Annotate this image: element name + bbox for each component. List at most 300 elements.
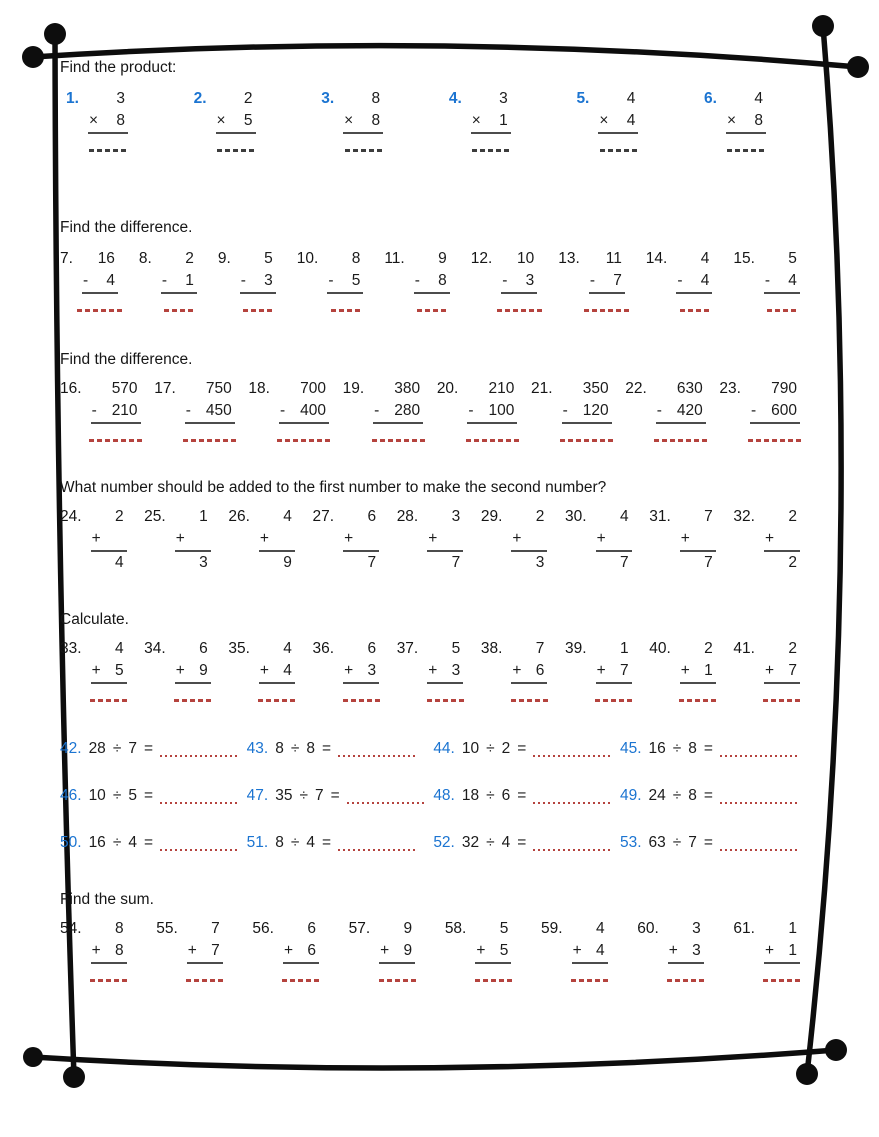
result-value: 3 (199, 554, 208, 571)
division-sign: ÷ (290, 834, 300, 851)
operand-top: 11 (605, 250, 622, 267)
problem (704, 88, 766, 152)
dividend: 16 (648, 740, 666, 757)
operand-top: 350 (582, 380, 609, 397)
problem-stack (596, 506, 632, 574)
divisor: 8 (688, 787, 697, 804)
problem (248, 378, 329, 442)
operator-row (764, 660, 800, 684)
answer-blank (347, 802, 427, 804)
operator-sign: + (680, 662, 690, 679)
problem (397, 638, 464, 702)
answer-blank (89, 439, 142, 442)
operator-sign: × (726, 112, 737, 129)
operand-bottom: 400 (300, 402, 326, 419)
problem-stack (327, 248, 363, 312)
problem (313, 638, 380, 702)
operand-top: 7 (535, 640, 545, 657)
answer-blank (345, 149, 382, 152)
problem (565, 638, 632, 702)
problem-number: 34. (144, 640, 166, 657)
problem (343, 378, 424, 442)
operator-row (91, 400, 141, 424)
divisor: 4 (306, 834, 315, 851)
problem-stack (373, 378, 423, 442)
operator-row (596, 660, 632, 684)
problem-number: 46. (60, 787, 82, 804)
problem-number: 49. (619, 787, 642, 804)
equals-sign: = (517, 834, 527, 851)
operand-top: 8 (371, 90, 381, 107)
problem-number: 42. (60, 740, 82, 757)
division-row (60, 832, 800, 854)
equals-sign: = (143, 740, 154, 757)
problem-number: 60. (637, 920, 659, 937)
operand-bottom: 6 (307, 942, 316, 959)
problem (60, 248, 118, 312)
dividend: 10 (88, 787, 106, 804)
operator-row (161, 270, 197, 294)
division-sign: ÷ (112, 834, 122, 851)
equals-sign: = (321, 740, 332, 757)
operand-top: 7 (211, 920, 220, 937)
problem (719, 378, 800, 442)
operand-bottom: 5 (114, 662, 124, 679)
section-title: Find the difference. (60, 351, 193, 368)
operator-row (750, 400, 800, 424)
division-sign: ÷ (486, 740, 495, 757)
problem-stack (680, 638, 716, 702)
operand-top: 4 (283, 508, 292, 525)
answer-blank (533, 755, 613, 757)
problem-number: 28. (396, 508, 419, 525)
operator-sign: × (599, 112, 609, 129)
problem-stack (283, 918, 319, 982)
problem-number: 12. (470, 250, 493, 267)
answer-blank (748, 439, 801, 442)
divisor: 6 (501, 787, 511, 804)
operand-top: 4 (595, 920, 605, 937)
problem-row (60, 248, 800, 312)
worksheet-page (60, 56, 800, 982)
equals-sign: = (321, 834, 332, 851)
problem-number: 31. (649, 508, 671, 525)
dividend: 28 (88, 740, 106, 757)
answer-blank (343, 699, 380, 702)
answer-blank (679, 699, 716, 702)
operand-top: 2 (788, 508, 797, 525)
operand-bottom: 3 (451, 662, 461, 679)
problem (576, 88, 638, 152)
operator-row (501, 270, 537, 294)
division-problem (247, 785, 427, 807)
divisor: 4 (128, 834, 137, 851)
answer-blank (379, 979, 416, 982)
operand-top: 5 (788, 250, 797, 267)
answer-blank (595, 699, 632, 702)
problem (558, 248, 625, 312)
operator-row (511, 528, 547, 552)
answer-blank (90, 699, 127, 702)
problem-number: 17. (154, 380, 176, 397)
problem-number: 61. (733, 920, 755, 937)
operand-bottom: 450 (205, 402, 232, 419)
problem (60, 378, 141, 442)
operand-bottom: 600 (771, 402, 797, 419)
problem (384, 248, 449, 312)
equals-sign: = (703, 740, 713, 757)
operator-sign: + (259, 530, 269, 547)
answer-blank (667, 979, 704, 982)
answer-blank (258, 699, 295, 702)
problem (66, 88, 128, 152)
problem (144, 506, 211, 574)
answer-blank (160, 755, 240, 757)
problem-number: 19. (342, 380, 365, 397)
problem-number: 45. (619, 740, 642, 757)
operator-sign: - (468, 402, 474, 419)
answer-blank (533, 849, 613, 851)
problem-stack (187, 918, 223, 982)
division-sign: ÷ (672, 787, 682, 804)
problem-number: 5. (576, 90, 590, 107)
result-value: 7 (451, 554, 461, 571)
problem (449, 88, 511, 152)
problem-number: 21. (531, 380, 553, 397)
divisor: 2 (501, 740, 511, 757)
operand-top: 1 (199, 508, 208, 525)
problem (625, 378, 706, 442)
division-sign: ÷ (486, 834, 495, 851)
operator-row (475, 940, 511, 964)
operator-sign: + (764, 530, 774, 547)
operand-bottom: 1 (788, 942, 797, 959)
operator-sign: + (668, 942, 678, 959)
operator-sign: + (572, 942, 582, 959)
operand-top: 6 (199, 640, 208, 657)
operator-row (216, 110, 256, 134)
division-problem (247, 738, 427, 760)
answer-blank (243, 309, 272, 312)
answer-blank (427, 699, 464, 702)
problem (297, 248, 364, 312)
operator-row (680, 528, 716, 552)
problem-row (60, 378, 800, 442)
operator-row (379, 940, 415, 964)
operator-row (343, 660, 379, 684)
division-sign: ÷ (290, 740, 300, 757)
division-problem (433, 832, 613, 854)
problem-number: 3. (321, 90, 335, 107)
answer-blank (497, 309, 542, 312)
division-sign: ÷ (299, 787, 308, 804)
answer-blank (160, 802, 240, 804)
operator-sign: - (91, 402, 97, 419)
problem (60, 638, 127, 702)
result-value: 3 (535, 554, 545, 571)
answer-blank (763, 699, 800, 702)
problem-stack (343, 506, 379, 574)
divisor: 5 (128, 787, 137, 804)
problem-stack (216, 88, 256, 152)
division-problem (60, 832, 240, 854)
problem-number: 1. (66, 90, 79, 107)
problem-stack (467, 378, 517, 442)
operand-bottom: 4 (788, 272, 797, 289)
problem (646, 248, 713, 312)
equals-sign: = (517, 740, 527, 757)
problem-number: 18. (248, 380, 270, 397)
problem-number: 51. (246, 834, 269, 851)
operator-row (175, 528, 211, 552)
section-division (60, 738, 800, 854)
operator-sign: - (656, 402, 662, 419)
operand-top: 6 (307, 920, 316, 937)
answer-blank (533, 802, 613, 804)
problem (194, 88, 256, 152)
operand-top: 2 (704, 640, 713, 657)
operand-bottom: 3 (264, 272, 273, 289)
problem (541, 918, 608, 982)
problem-stack (82, 248, 118, 312)
section-calculate (60, 610, 800, 702)
answer-blank (174, 699, 211, 702)
answer-blank (727, 149, 764, 152)
operator-sign: + (428, 530, 438, 547)
operator-sign: - (82, 272, 89, 289)
operand-top: 380 (394, 380, 421, 397)
problem-stack (598, 88, 638, 152)
operand-bottom: 4 (106, 272, 115, 289)
operand-top: 9 (438, 250, 447, 267)
problem-number: 50. (60, 834, 82, 851)
operand-bottom: 100 (488, 402, 515, 419)
answer-blank (217, 149, 254, 152)
problem-number: 58. (444, 920, 467, 937)
operator-row (175, 660, 211, 684)
operand-bottom: 120 (582, 402, 609, 419)
problem (733, 638, 800, 702)
division-problem (620, 785, 800, 807)
problem (481, 506, 548, 574)
problem-number: 57. (348, 920, 371, 937)
problem-stack (427, 506, 463, 574)
problem-stack (91, 378, 141, 442)
section-difference-1 (60, 218, 800, 312)
problem (471, 248, 538, 312)
operand-top: 9 (403, 920, 413, 937)
operator-row (279, 400, 329, 424)
equals-sign: = (330, 787, 340, 804)
problem-number: 54. (60, 920, 82, 937)
problem-number: 13. (558, 250, 580, 267)
answer-blank (77, 309, 122, 312)
problem-number: 15. (733, 250, 755, 267)
problem-stack (572, 918, 608, 982)
problem-number: 29. (480, 508, 503, 525)
section-title: Calculate. (60, 611, 129, 628)
problem-number: 32. (733, 508, 755, 525)
operand-top: 4 (626, 90, 636, 107)
problem (733, 506, 800, 574)
problem-number: 37. (396, 640, 419, 657)
problem-number: 53. (619, 834, 642, 851)
problem-stack (764, 506, 800, 574)
operand-top: 4 (619, 508, 629, 525)
operator-sign: - (764, 272, 771, 289)
problem-number: 23. (719, 380, 741, 397)
operand-bottom: 4 (283, 662, 292, 679)
operator-row (187, 940, 223, 964)
problem-number: 7. (60, 250, 73, 267)
operator-sign: - (374, 402, 380, 419)
answer-blank (472, 149, 509, 152)
problem (733, 248, 800, 312)
problem-stack (475, 918, 511, 982)
operator-row (343, 528, 379, 552)
operand-top: 6 (367, 640, 377, 657)
dividend: 63 (648, 834, 666, 851)
dividend: 32 (461, 834, 480, 851)
operand-bottom: 9 (199, 662, 208, 679)
problem-stack (562, 378, 612, 442)
problem-number: 55. (156, 920, 178, 937)
operator-sign: + (259, 662, 269, 679)
operand-bottom: 1 (499, 112, 508, 129)
operator-row (656, 400, 706, 424)
operand-top: 210 (488, 380, 515, 397)
operand-top: 2 (535, 508, 545, 525)
problem-number: 14. (645, 250, 668, 267)
answer-blank (720, 755, 800, 757)
problem-stack (764, 638, 800, 702)
operand-top: 4 (700, 250, 710, 267)
problem-stack (764, 918, 800, 982)
answer-blank (164, 309, 193, 312)
section-title: Find the difference. (60, 219, 193, 236)
problem-stack (91, 918, 127, 982)
operator-row (598, 110, 638, 134)
problem-number: 22. (625, 380, 647, 397)
operand-top: 1 (788, 920, 797, 937)
operator-sign: - (279, 402, 286, 419)
operator-sign: × (471, 112, 481, 129)
problem-stack (511, 506, 547, 574)
operand-bottom: 3 (525, 272, 535, 289)
operand-top: 4 (754, 90, 763, 107)
operand-bottom: 7 (619, 662, 629, 679)
problem-number: 16. (60, 380, 82, 397)
operand-top: 4 (114, 640, 124, 657)
operator-sign: - (185, 402, 191, 419)
section-title: Find the sum. (60, 891, 154, 908)
answer-blank (767, 309, 796, 312)
answer-blank (466, 439, 519, 442)
operand-bottom: 8 (438, 272, 447, 289)
answer-blank (763, 979, 800, 982)
operand-bottom: 9 (403, 942, 413, 959)
answer-blank (680, 309, 709, 312)
answer-blank (372, 439, 425, 442)
operator-row (283, 940, 319, 964)
problem-stack (185, 378, 235, 442)
operand-bottom: 1 (704, 662, 713, 679)
frame-bottom-line (33, 1050, 836, 1068)
answer-blank (331, 309, 360, 312)
problem-stack (343, 88, 383, 152)
problem-number: 47. (246, 787, 269, 804)
operator-row (680, 660, 716, 684)
operator-row (596, 528, 632, 552)
operator-row (764, 270, 800, 294)
division-sign: ÷ (112, 740, 122, 757)
problem-stack (680, 506, 716, 574)
answer-blank (720, 802, 800, 804)
operator-row (764, 940, 800, 964)
divisor: 7 (128, 740, 137, 757)
problem (154, 378, 235, 442)
problem-row (60, 638, 800, 702)
problem-stack (427, 638, 463, 702)
problem-row (60, 88, 800, 152)
problem-number: 36. (312, 640, 335, 657)
problem (156, 918, 223, 982)
operand-top: 5 (451, 640, 461, 657)
operator-sign: + (680, 530, 690, 547)
operator-row (327, 270, 363, 294)
operator-row (91, 940, 127, 964)
problem (565, 506, 632, 574)
problem (349, 918, 416, 982)
problem-stack (501, 248, 537, 312)
operator-sign: - (750, 402, 757, 419)
operand-top: 6 (367, 508, 377, 525)
operator-sign: + (175, 662, 185, 679)
problem-number: 11. (384, 250, 405, 267)
division-problem (247, 832, 427, 854)
problem (637, 918, 704, 982)
problem-stack (379, 918, 415, 982)
division-sign: ÷ (672, 740, 682, 757)
operator-sign: + (764, 942, 775, 959)
operand-bottom: 4 (626, 112, 636, 129)
answer-blank (654, 439, 707, 442)
operator-sign: + (512, 662, 522, 679)
problem-stack (91, 506, 127, 574)
operator-sign: × (216, 112, 226, 129)
divisor: 8 (306, 740, 315, 757)
section-sum (60, 890, 800, 982)
operator-row (91, 660, 127, 684)
problem-stack (676, 248, 712, 312)
answer-blank (338, 755, 418, 757)
problem-number: 40. (649, 640, 671, 657)
problem-number: 48. (433, 787, 455, 804)
operator-row (259, 528, 295, 552)
operand-bottom: 420 (676, 402, 703, 419)
problem-number: 27. (312, 508, 335, 525)
problem-number: 24. (60, 508, 82, 525)
problem-number: 56. (252, 920, 274, 937)
problem-number: 44. (433, 740, 455, 757)
operand-bottom: 1 (185, 272, 194, 289)
equals-sign: = (143, 787, 154, 804)
result-value: 4 (114, 554, 124, 571)
division-problem (433, 738, 613, 760)
result-value: 9 (283, 554, 292, 571)
operator-row (240, 270, 276, 294)
operand-top: 2 (185, 250, 194, 267)
